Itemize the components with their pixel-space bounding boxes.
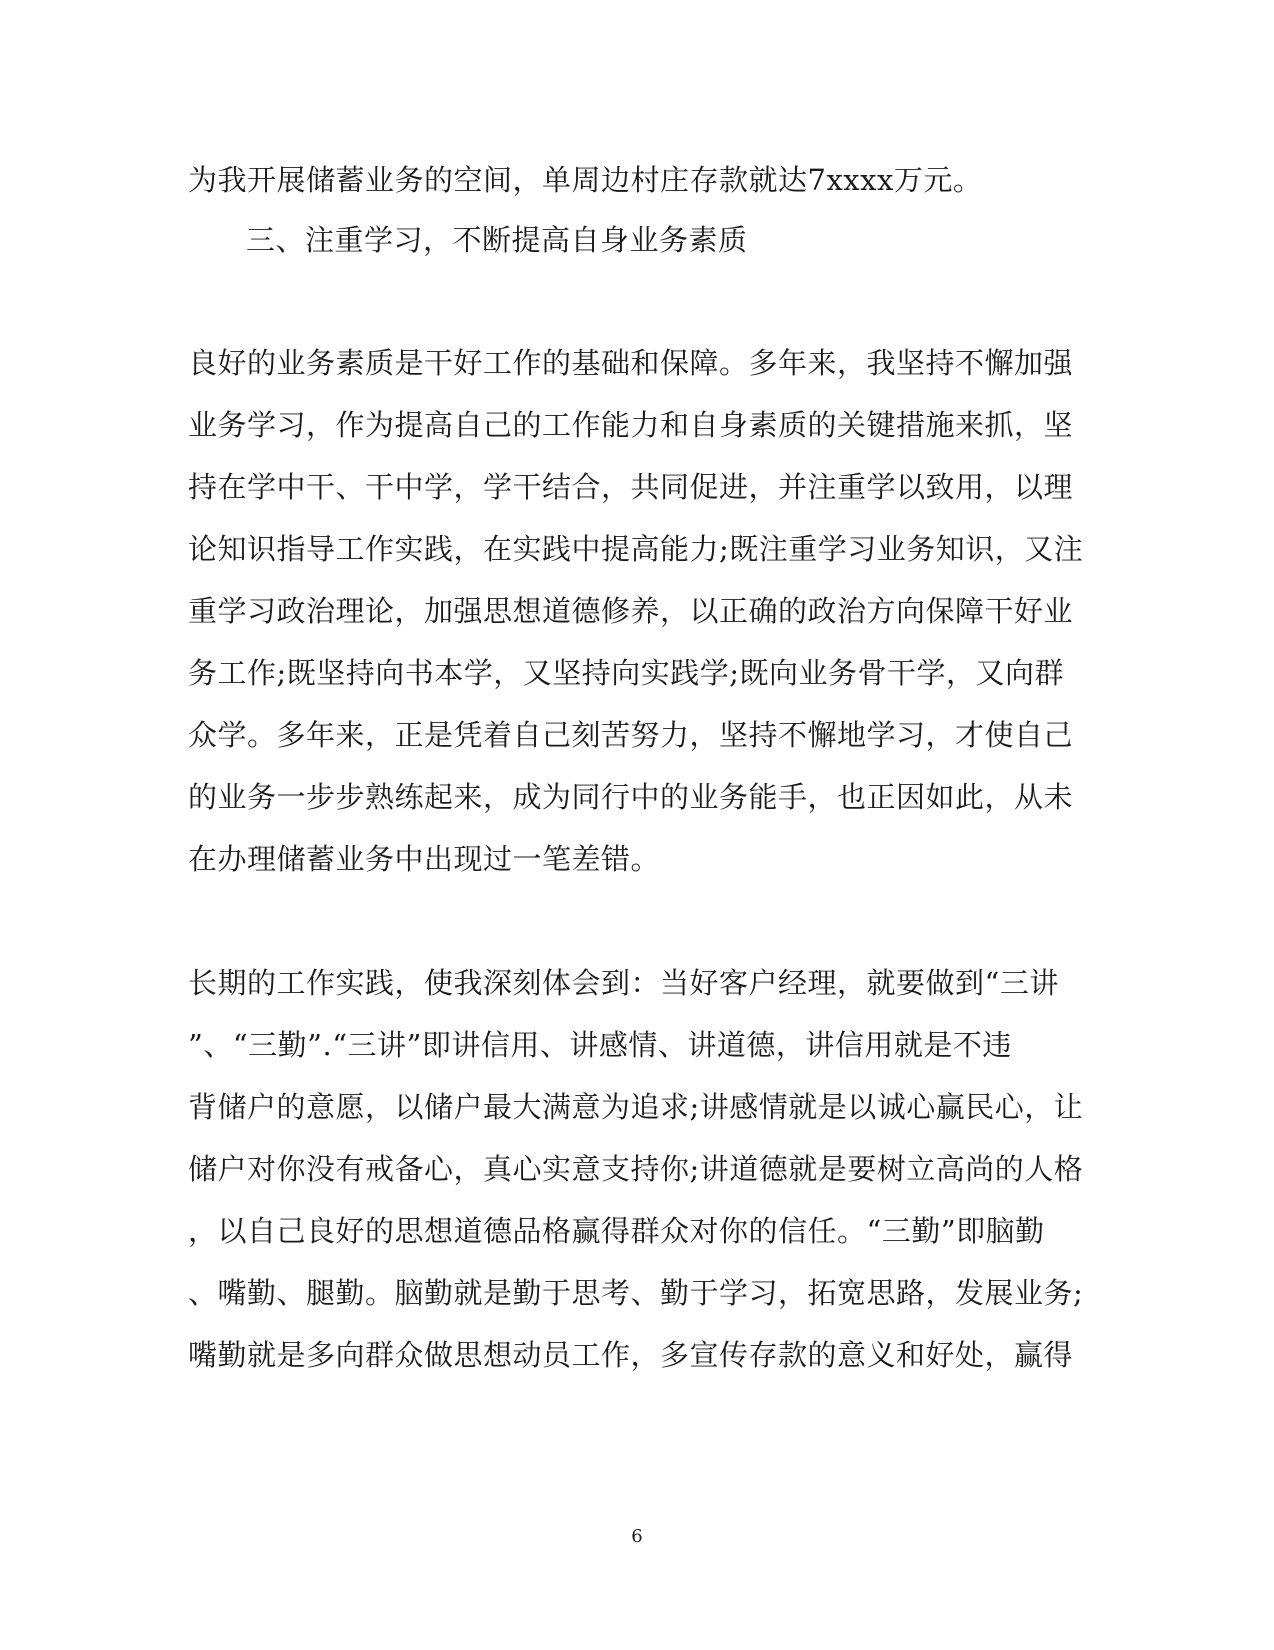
text-line: 为我开展储蓄业务的空间，单周边村庄存款就达7xxxx万元。 bbox=[188, 163, 983, 197]
text-line: 务工作;既坚持向书本学，又坚持向实践学;既向业务骨干学，又向群 bbox=[188, 656, 1065, 690]
text-line: 持在学中干、干中学，学干结合，共同促进，并注重学以致用，以理 bbox=[188, 470, 1074, 504]
text-line: 在办理储蓄业务中出现过一笔差错。 bbox=[188, 842, 661, 876]
text-line: 论知识指导工作实践，在实践中提高能力;既注重学习业务知识，又注 bbox=[188, 532, 1084, 566]
text-line: 众学。多年来，正是凭着自己刻苦努力，坚持不懈地学习，才使自己 bbox=[188, 718, 1074, 752]
text-line: 背储户的意愿，以储户最大满意为追求;讲感情就是以诚心赢民心，让 bbox=[188, 1090, 1084, 1124]
text-line: ，以自己良好的思想道德品格赢得群众对你的信任。“三勤”即脑勤 bbox=[188, 1214, 1045, 1248]
text-line: 嘴勤就是多向群众做思想动员工作，多宣传存款的意义和好处，赢得 bbox=[188, 1338, 1074, 1372]
text-line: 的业务一步步熟练起来，成为同行中的业务能手，也正因如此，从未 bbox=[188, 780, 1074, 814]
text-line: 、嘴勤、腿勤。脑勤就是勤于思考、勤于学习，拓宽思路，发展业务; bbox=[188, 1276, 1084, 1310]
text-line: 业务学习，作为提高自己的工作能力和自身素质的关键措施来抓，坚 bbox=[188, 408, 1074, 442]
text-line: ”、“三勤”.“三讲”即讲信用、讲感情、讲道德，讲信用就是不违 bbox=[188, 1028, 1012, 1062]
text-line: 重学习政治理论，加强思想道德修养，以正确的政治方向保障干好业 bbox=[188, 594, 1074, 628]
page-number: 6 bbox=[631, 1526, 643, 1547]
section-heading: 三、注重学习，不断提高自身业务素质 bbox=[246, 223, 748, 257]
text-line: 储户对你没有戒备心，真心实意支持你;讲道德就是要树立高尚的人格 bbox=[188, 1152, 1084, 1186]
text-line: 长期的工作实践，使我深刻体会到：当好客户经理，就要做到“三讲 bbox=[188, 966, 1059, 1000]
text-line: 良好的业务素质是干好工作的基础和保障。多年来，我坚持不懈加强 bbox=[188, 346, 1074, 380]
